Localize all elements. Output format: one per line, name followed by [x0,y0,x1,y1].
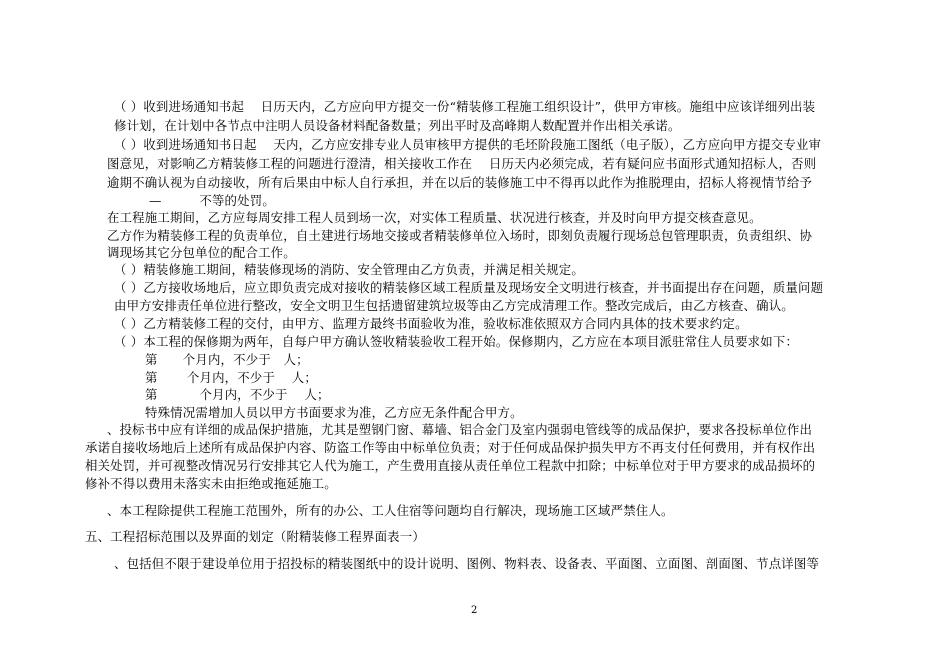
text-line: 在工程施工期间，乙方应每周安排工程人员到场一次，对实体工程质量、状况进行核查，并及时向甲方提交核查意见。 [107,210,762,225]
text-line: 承诺自接收场地后上述所有成品保护内容、防盗工作等由中标单位负责；对于任何成品保护损失甲方不再支付任何费用，并有权作出 [85,440,816,455]
page-number: 2 [471,605,478,616]
text-line: 、包括但不限于建设单位用于招投标的精装图纸中的设计说明、图例、物料表、设备表、平面图、立面图、剖面图、节点详图等 [114,556,820,571]
text-line: 修补不得以费用未落实未由拒绝或拖延施工。 [85,476,337,491]
text-line: 相关处罚，并可视整改情况另行安排其它人代为施工，产生费用直接从责任单位工程款中扣除；中标单位对于甲方要求的成品损坏的 [85,458,816,473]
section-heading: 五、工程招标范围以及界面的划定（附精装修工程界面表一） [85,529,425,544]
text-line: 修计划，在计划中各节点中注明人员设备材料配备数量；列出平时及高峰期人数配置并作出相关承诺。 [114,118,681,133]
text-line: — 不等的处罚。 [149,193,275,208]
text-line: 由甲方安排责任单位进行整改，安全文明卫生包括遗留建筑垃圾等由乙方完成清理工作。整改完成后，由乙方核查、确认。 [114,298,794,313]
text-line: 调现场其它分包单位的配合工作。 [107,245,296,260]
text-line: 第 个月内，不少于 人； [145,370,317,385]
text-line: 特殊情况需增加人员以甲方书面要求为准，乙方应无条件配合甲方。 [145,405,523,420]
text-line: （ ）本工程的保修期为两年，自每户甲方确认签收精装验收工程开始。保修期内，乙方应在本项目派驻常住人员要求如下： [114,334,799,349]
text-line: 第 个月内，不少于 人； [145,352,309,367]
text-line: （ ）精装修施工期间，精装修现场的消防、安全管理由乙方负责，并满足相关规定。 [114,262,584,277]
text-line: 第 个月内，不少于 人； [145,387,330,402]
text-line: （ ）收到进场通知书日起 天内，乙方应安排专业人员审核甲方提供的毛坯阶段施工图纸（电子版），乙方应向甲方提交专业审 [114,137,822,152]
text-line: 乙方作为精装修工程的负责单位，自土建进行场地交接或者精装修单位入场时，即刻负责履行现场总包管理职责，负责组织、协 [107,228,813,243]
text-line: 、本工程除提供工程施工范围外，所有的办公、工人住宿等问题均自行解决，现场施工区域严禁住人。 [107,503,674,518]
text-line: 、投标书中应有详细的成品保护措施，尤其是塑钢门窗、幕墙、铝合金门及室内强弱电管线等的成品保护，要求各投标单位作出 [107,422,813,437]
text-line: 逾期不确认视为自动接收，所有后果由中标人自行承担，并在以后的装修施工中不得再以此作为推脱理由，招标人将视情节给予 [107,175,813,190]
text-line: （ ）收到进场通知书起 日历天内，乙方应向甲方提交一份“精装修工程施工组织设计”，供甲方审核。施组中应该详细列出装 [114,99,816,114]
text-line: （ ）乙方接收场地后，应立即负责完成对接收的精装修区域工程质量及现场安全文明进行核查，并书面提出存在问题，质量问题 [114,280,824,295]
text-line: （ ）乙方精装修工程的交付，由甲方、监理方最终书面验收为准，验收标准依照双方合同内具体的技术要求约定。 [114,316,748,331]
text-line: 图意见，对影响乙方精装修工程的问题进行澄清，相关接收工作在 日历天内必须完成，若有疑问应书面形式通知招标人，否则 [107,156,817,171]
